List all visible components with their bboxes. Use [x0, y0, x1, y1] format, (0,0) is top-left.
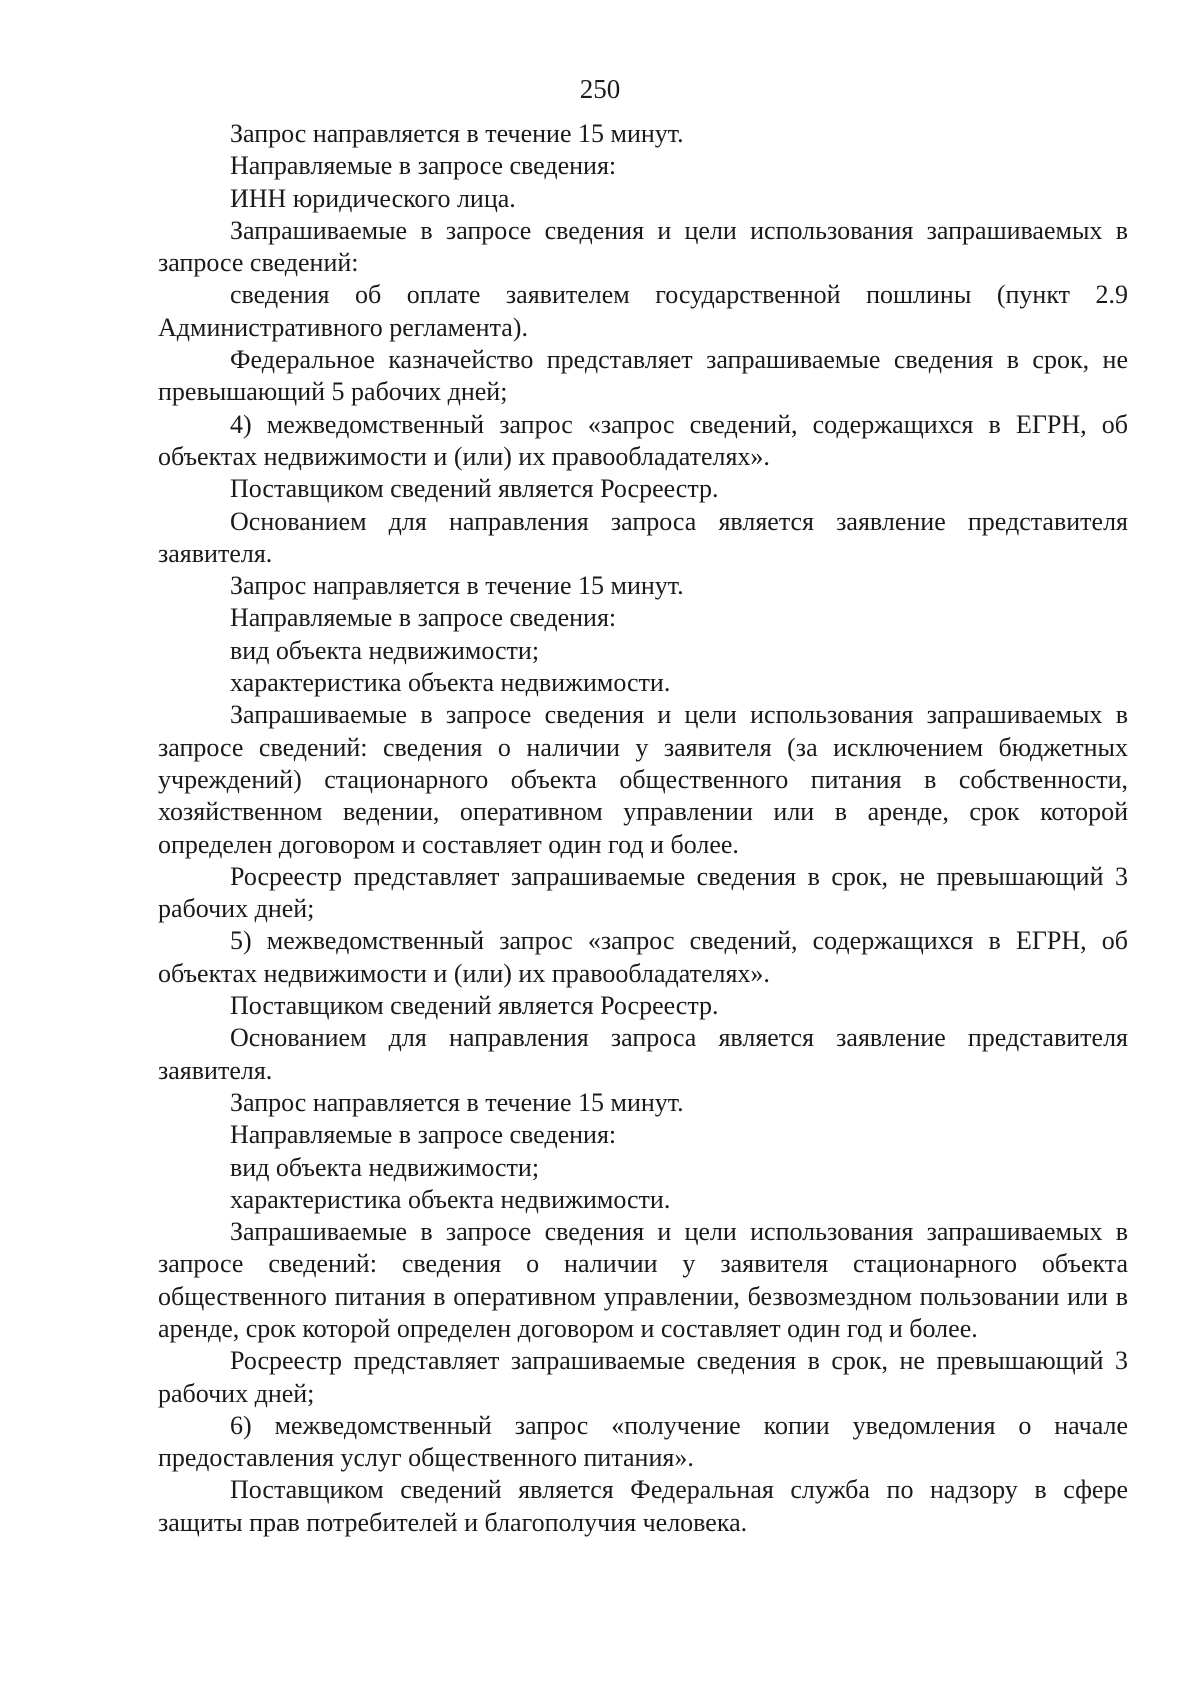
- paragraph: Запрос направляется в течение 15 минут.: [230, 119, 684, 148]
- paragraph: Основанием для направления запроса является заявление представителя заявителя.: [158, 506, 1128, 568]
- paragraph: Росреестр представляет запрашиваемые сведения в срок, не превышающий 3 рабочих дней;: [158, 1346, 1128, 1408]
- paragraph: Поставщиком сведений является Федеральная служба по надзору в сфере защиты прав потребителей и благополучия человека.: [158, 1475, 1128, 1537]
- paragraph: Запрашиваемые в запросе сведения и цели использования запрашиваемых в запросе сведений:: [158, 215, 1128, 278]
- paragraph: 5) межведомственный запрос «запрос сведений, содержащихся в ЕГРН, об объектах недвижимости и (или) их правообладателях».: [158, 926, 1128, 988]
- paragraph: Направляемые в запросе сведения:: [230, 151, 617, 181]
- paragraph: Направляемые в запросе сведения:: [230, 1120, 617, 1150]
- paragraph: характеристика объекта недвижимости.: [230, 1184, 671, 1214]
- page-number: 250: [579, 74, 621, 104]
- paragraph: Запрос направляется в течение 15 минут.: [230, 1087, 684, 1117]
- paragraph: Основанием для направления запроса является заявление представителя заявителя.: [158, 1023, 1128, 1085]
- document-body: [158, 118, 1128, 1539]
- paragraph: 6) межведомственный запрос «получение копии уведомления о начале предоставления услуг общественного питания».: [158, 1410, 1128, 1473]
- paragraph: Росреестр представляет запрашиваемые сведения в срок, не превышающий 3 рабочих дней;: [158, 861, 1128, 924]
- paragraph: вид объекта недвижимости;: [230, 1152, 540, 1182]
- paragraph: Направляемые в запросе сведения:: [230, 603, 617, 633]
- paragraph: Федеральное казначейство представляет запрашиваемые сведения в срок, не превышающий 5 рабочих дней;: [158, 345, 1128, 407]
- paragraph: характеристика объекта недвижимости.: [230, 668, 671, 698]
- paragraph: ИНН юридического лица.: [230, 183, 516, 213]
- paragraph: вид объекта недвижимости;: [230, 635, 540, 665]
- paragraph: Поставщиком сведений является Росреестр.: [230, 991, 719, 1021]
- paragraph: Поставщиком сведений является Росреестр.: [230, 474, 719, 504]
- paragraph: Запрашиваемые в запросе сведения и цели использования запрашиваемых в запросе сведений: сведения о наличии у заявителя стационарного объекта общественного питания в оперативном управлении, безвозмездном пользовании или в аренде, срок которой определен договором и составляет один год и более.: [158, 1217, 1128, 1343]
- paragraph: сведения об оплате заявителем государственной пошлины (пункт 2.9 Административного регламента).: [158, 280, 1128, 342]
- paragraph: Запрос направляется в течение 15 минут.: [230, 571, 684, 601]
- paragraph: 4) межведомственный запрос «запрос сведений, содержащихся в ЕГРН, об объектах недвижимости и (или) их правообладателях».: [158, 409, 1128, 471]
- paragraph: Запрашиваемые в запросе сведения и цели использования запрашиваемых в запросе сведений: сведения о наличии у заявителя (за исключением бюджетных учреждений) стационарного объекта общественного питания в собственности, хозяйственном ведении, оперативном управлении или в аренде, срок которой определен договором и составляет один год и более.: [158, 700, 1128, 859]
